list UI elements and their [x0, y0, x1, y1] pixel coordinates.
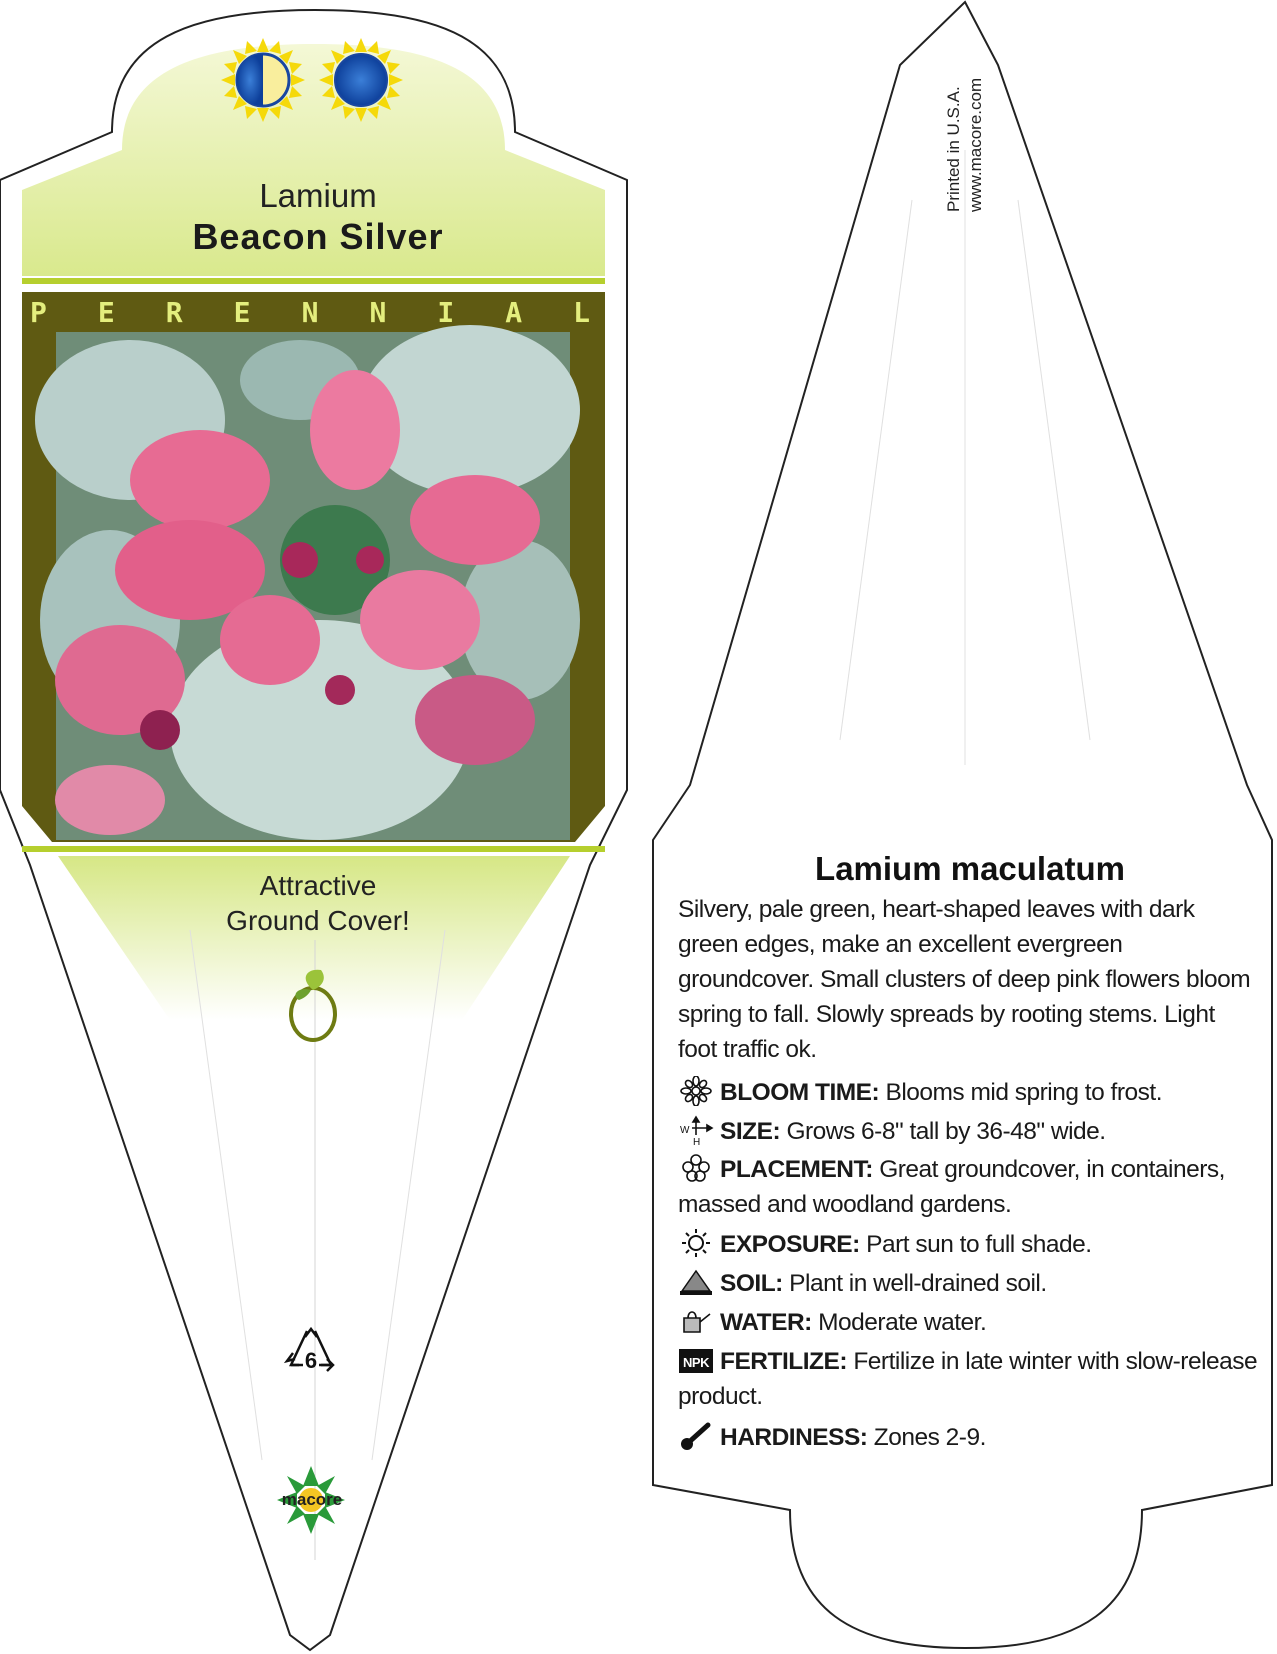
care-label: SOIL: — [720, 1270, 783, 1297]
care-text: Blooms mid spring to frost. — [885, 1079, 1163, 1106]
care-label: HARDINESS: — [720, 1424, 868, 1451]
thermometer-icon — [678, 1421, 714, 1451]
category-letter: I — [437, 296, 455, 329]
printed-in: Printed in U.S.A. — [944, 86, 963, 212]
category-letter: P — [30, 296, 47, 329]
category-letter: E — [97, 296, 115, 329]
tagline-line-2: Ground Cover! — [226, 905, 410, 936]
soil-icon — [678, 1267, 714, 1297]
svg-text:H: H — [693, 1137, 700, 1145]
scientific-name: Lamium maculatum — [815, 850, 1125, 887]
npk-icon — [678, 1345, 714, 1375]
svg-text:W: W — [680, 1125, 689, 1136]
category-banner — [30, 296, 590, 329]
care-item-soil — [678, 1266, 1258, 1301]
category-letter: N — [301, 296, 319, 329]
care-label: PLACEMENT: — [720, 1156, 873, 1183]
plant-photo — [35, 325, 580, 840]
full-shade-icon — [319, 38, 403, 122]
care-item-placement — [678, 1152, 1258, 1222]
care-label: FERTILIZE: — [720, 1348, 848, 1375]
care-item-exposure — [678, 1227, 1258, 1262]
care-label: EXPOSURE: — [720, 1231, 860, 1258]
category-letter: A — [505, 296, 523, 329]
care-label: BLOOM TIME: — [720, 1079, 880, 1106]
care-text: Plant in well-drained soil. — [789, 1270, 1047, 1297]
genus-name: Lamium — [259, 177, 377, 214]
brand-name: macore — [281, 1490, 343, 1509]
tagline-line-1: Attractive — [259, 870, 377, 901]
part-sun-icon — [221, 38, 305, 122]
placement-icon — [678, 1153, 714, 1183]
size-arrows-icon — [678, 1115, 714, 1145]
plant-description: Silvery, pale green, heart-shaped leaves with dark green edges, make an excellent evergreen groundcover. Small clusters of deep pink flowers bloom spring to fall. Slowly spreads by rooting stems. Light foot traffic ok. — [678, 896, 1251, 1063]
svg-text:NPK: NPK — [683, 1355, 709, 1370]
care-text: Zones 2-9. — [873, 1424, 986, 1451]
care-text: Fertilize in late winter with slow-release product. — [678, 1348, 1258, 1410]
care-text: Part sun to full shade. — [866, 1231, 1092, 1258]
recycle-code: 6 — [304, 1348, 318, 1373]
care-item-hardiness — [678, 1420, 1258, 1455]
care-item-fertilize — [678, 1344, 1258, 1414]
care-label: SIZE: — [720, 1118, 781, 1145]
website: www.macore.com — [966, 77, 985, 212]
sun-icon — [678, 1228, 714, 1258]
care-text: Great groundcover, in containers, massed and woodland gardens. — [678, 1156, 1225, 1218]
care-item-size — [678, 1114, 1258, 1149]
care-text: Grows 6-8" tall by 36-48" wide. — [786, 1118, 1106, 1145]
care-item-water — [678, 1305, 1258, 1340]
care-item-bloom — [678, 1075, 1258, 1110]
category-letter: R — [165, 296, 183, 329]
care-text: Moderate water. — [818, 1309, 987, 1336]
category-letter: E — [233, 296, 251, 329]
flower-icon — [678, 1076, 714, 1106]
category-letter: N — [369, 296, 387, 329]
watering-can-icon — [678, 1306, 714, 1336]
care-label: WATER: — [720, 1309, 812, 1336]
category-letter: L — [573, 296, 590, 329]
cultivar-name: Beacon Silver — [192, 216, 444, 257]
